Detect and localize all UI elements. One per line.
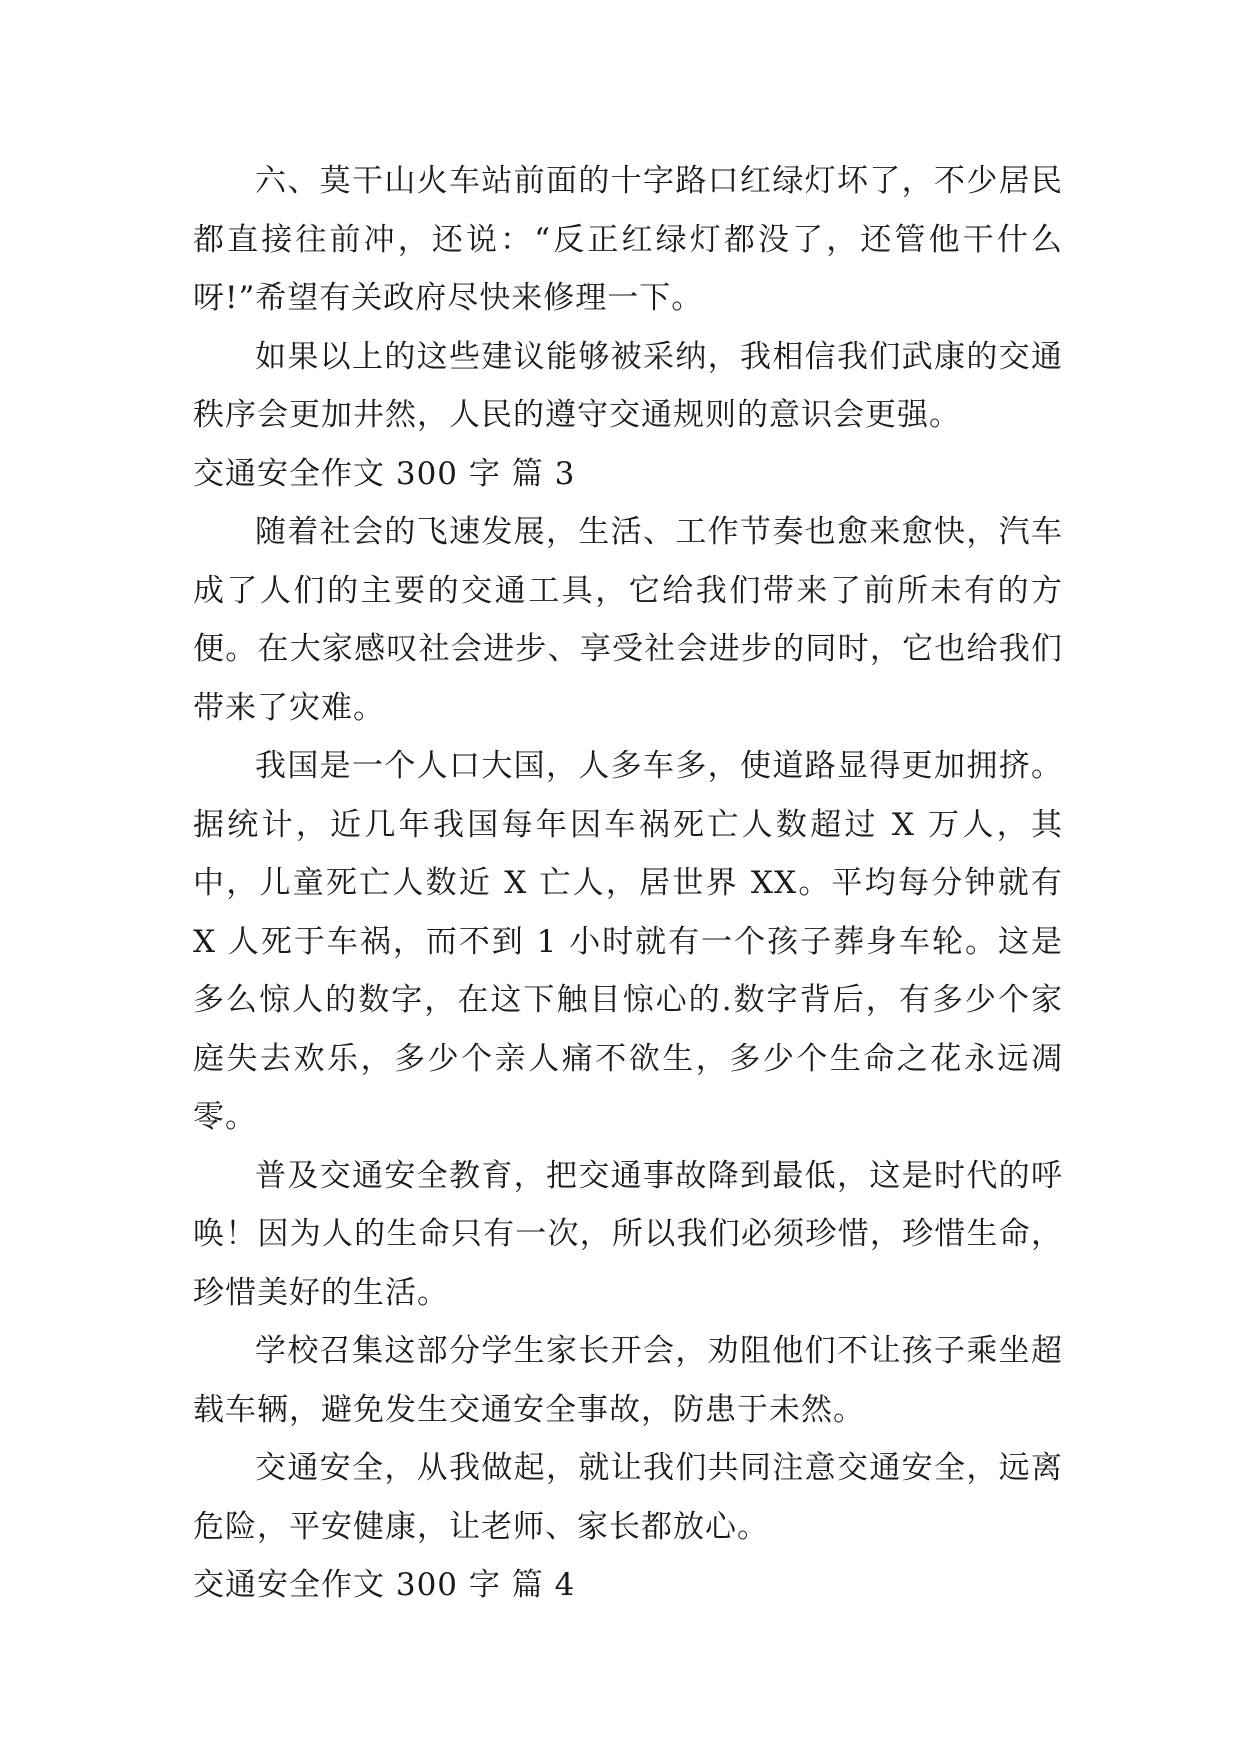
paragraph-start-with-me: 交通安全，从我做起，就让我们共同注意交通安全，远离危险，平安健康，让老师、家长都放心。 <box>193 1450 1063 1545</box>
paragraph-safety-education: 普及交通安全教育，把交通事故降到最低，这是时代的呼唤！因为人的生命只有一次，所以我们必须珍惜，珍惜生命，珍惜美好的生活。 <box>193 1157 1063 1311</box>
document-body <box>193 152 1063 1615</box>
paragraph-traffic-light-broken: 六、莫干山火车站前面的十字路口红绿灯坏了，不少居民都直接往前冲，还说：“反正红绿灯都没了，还管他干什么呀!”希望有关政府尽快来修理一下。 <box>193 163 1063 316</box>
section-heading-3: 交通安全作文 300 字 篇 3 <box>193 455 576 492</box>
paragraph-society-development: 随着社会的飞速发展，生活、工作节奏也愈来愈快，汽车成了人们的主要的交通工具，它给我们带来了前所未有的方便。在大家感叹社会进步、享受社会进步的同时，它也给我们带来了灾难。 <box>193 514 1063 726</box>
section-heading-4: 交通安全作文 300 字 篇 4 <box>193 1567 576 1603</box>
paragraph-suggestions-adopted: 如果以上的这些建议能够被采纳，我相信我们武康的交通秩序会更加井然，人民的遵守交通规则的意识会更强。 <box>193 338 1063 433</box>
paragraph-statistics: 我国是一个人口大国，人多车多，使道路显得更加拥挤。据统计，近几年我国每年因车祸死亡人数超过 X 万人，其中，儿童死亡人数近 X 亡人，居世界 XX。平均每分钟就有 X 人死于车祸，而不到 1 小时就有一个孩子葬身车轮。这是多么惊人的数字，在这下触目惊心的.数字背后，有多少个家庭失去欢乐，多少个亲人痛不欲生，多少个生命之花永远凋零。 <box>193 748 1063 1135</box>
paragraph-school-meeting: 学校召集这部分学生家长开会，劝阻他们不让孩子乘坐超载车辆，避免发生交通安全事故，防患于未然。 <box>193 1333 1063 1428</box>
